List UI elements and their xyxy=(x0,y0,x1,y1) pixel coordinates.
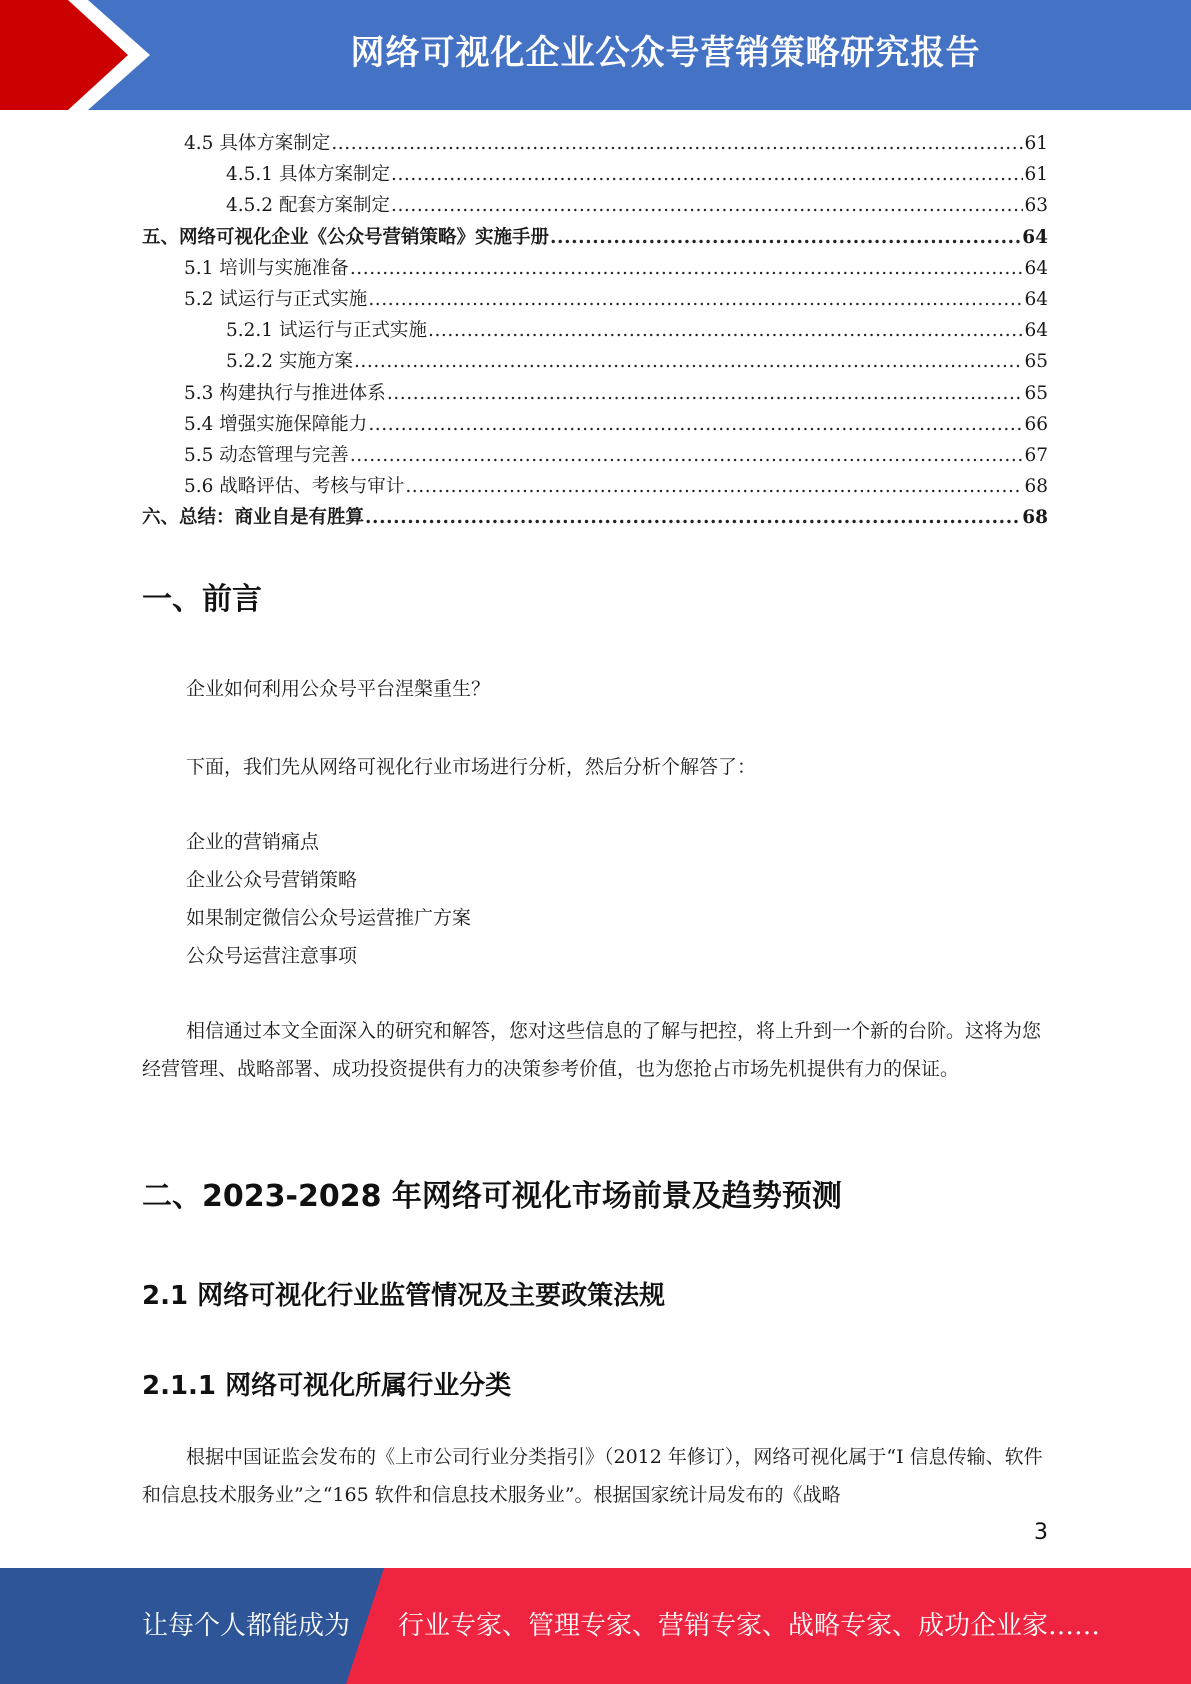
footer-banner xyxy=(0,1568,1191,1684)
toc-leader-dots xyxy=(331,128,1023,159)
toc-entry[interactable] xyxy=(142,128,1048,159)
toc-entry[interactable] xyxy=(142,346,1048,377)
toc-leader-dots xyxy=(391,190,1023,221)
toc-entry-page: 68 xyxy=(1022,507,1048,529)
preface-list-item: 企业的营销痛点 xyxy=(186,831,320,853)
preface-list-item: 公众号运营注意事项 xyxy=(186,945,358,967)
section2-paragraph: 根据中国证监会发布的《上市公司行业分类指引》（2012 年修订），网络可视化属于“I 信息传输、软件和信息技术服务业”之“165 软件和信息技术服务业”。根据国家统计局发布的《战略 xyxy=(142,1446,1043,1506)
toc-entry[interactable] xyxy=(142,378,1048,409)
preface-intro: 下面，我们先从网络可视化行业市场进行分析，然后分析个解答了： xyxy=(186,756,757,778)
toc-entry[interactable] xyxy=(142,502,1048,533)
section2-heading: 二、2023-2028 年网络可视化市场前景及趋势预测 xyxy=(142,1179,842,1214)
toc-entry-label: 5.3 构建执行与推进体系 xyxy=(184,382,386,404)
table-of-contents xyxy=(142,128,1048,533)
toc-entry-label: 4.5 具体方案制定 xyxy=(184,133,331,154)
toc-entry-page: 65 xyxy=(1024,351,1048,373)
toc-entry[interactable] xyxy=(142,253,1048,284)
toc-leader-dots xyxy=(368,284,1023,315)
footer-slogan-left: 让每个人都能成为 xyxy=(142,1611,351,1641)
toc-entry-page: 64 xyxy=(1024,288,1048,310)
report-title: 网络可视化企业公众号营销策略研究报告 xyxy=(350,33,981,73)
toc-entry-label: 5.2 试运行与正式实施 xyxy=(184,288,368,310)
toc-entry[interactable] xyxy=(142,471,1048,502)
toc-entry-page: 68 xyxy=(1024,476,1048,498)
toc-entry-page: 61 xyxy=(1024,133,1048,154)
toc-entry-label: 5.2.2 实施方案 xyxy=(226,351,353,373)
toc-entry-label: 五、网络可视化企业《公众号营销策略》实施手册 xyxy=(142,226,550,248)
toc-entry-page: 64 xyxy=(1022,226,1048,248)
toc-leader-dots xyxy=(368,409,1023,440)
footer-slogan-right: 行业专家、管理专家、营销专家、战略专家、成功企业家…… xyxy=(398,1611,1101,1641)
toc-entry-label: 5.5 动态管理与完善 xyxy=(184,444,349,466)
section2-1-heading: 2.1 网络可视化行业监管情况及主要政策法规 xyxy=(142,1281,666,1311)
header-banner xyxy=(0,0,1191,110)
toc-entry[interactable] xyxy=(142,440,1048,471)
toc-leader-dots xyxy=(350,440,1024,471)
preface-list-item: 如果制定微信公众号运营推广方案 xyxy=(186,907,472,929)
preface-heading: 一、前言 xyxy=(142,582,262,617)
toc-leader-dots xyxy=(405,471,1023,502)
toc-entry[interactable] xyxy=(142,284,1048,315)
toc-leader-dots xyxy=(354,346,1024,377)
toc-entry-page: 65 xyxy=(1024,382,1048,404)
toc-leader-dots xyxy=(428,315,1023,346)
toc-leader-dots xyxy=(550,222,1021,253)
page-number: 3 xyxy=(1034,1520,1048,1545)
toc-leader-dots xyxy=(391,159,1023,190)
toc-entry-label: 4.5.2 配套方案制定 xyxy=(226,195,390,217)
preface-list-item: 企业公众号营销策略 xyxy=(186,869,358,891)
toc-entry-page: 64 xyxy=(1024,320,1048,342)
toc-entry[interactable] xyxy=(142,190,1048,221)
toc-leader-dots xyxy=(365,502,1021,533)
toc-entry[interactable] xyxy=(142,315,1048,346)
toc-entry-page: 67 xyxy=(1024,444,1048,466)
toc-entry-page: 66 xyxy=(1024,413,1048,435)
preface-question: 企业如何利用公众号平台涅槃重生？ xyxy=(186,678,491,700)
toc-entry[interactable] xyxy=(142,222,1048,253)
toc-entry-label: 5.1 培训与实施准备 xyxy=(184,257,349,279)
section2-1-1-heading: 2.1.1 网络可视化所属行业分类 xyxy=(142,1371,512,1401)
toc-entry[interactable] xyxy=(142,409,1048,440)
toc-entry-label: 5.2.1 试运行与正式实施 xyxy=(226,320,427,342)
toc-entry-label: 5.6 战略评估、考核与审计 xyxy=(184,476,405,498)
toc-entry-page: 63 xyxy=(1024,195,1048,217)
toc-entry-page: 61 xyxy=(1024,164,1048,186)
toc-entry-label: 六、总结：商业自是有胜算 xyxy=(142,507,365,529)
toc-entry-label: 4.5.1 具体方案制定 xyxy=(226,164,390,186)
toc-leader-dots xyxy=(387,378,1024,409)
toc-entry-label: 5.4 增强实施保障能力 xyxy=(184,413,368,435)
header-chevron-icon xyxy=(0,0,160,110)
toc-entry[interactable] xyxy=(142,159,1048,190)
toc-leader-dots xyxy=(350,253,1024,284)
toc-entry-page: 64 xyxy=(1024,257,1048,279)
preface-conclusion: 相信通过本文全面深入的研究和解答，您对这些信息的了解与把控，将上升到一个新的台阶。这将为您经营管理、战略部署、成功投资提供有力的决策参考价值，也为您抢占市场先机提供有力的保证。 xyxy=(142,1020,1042,1080)
